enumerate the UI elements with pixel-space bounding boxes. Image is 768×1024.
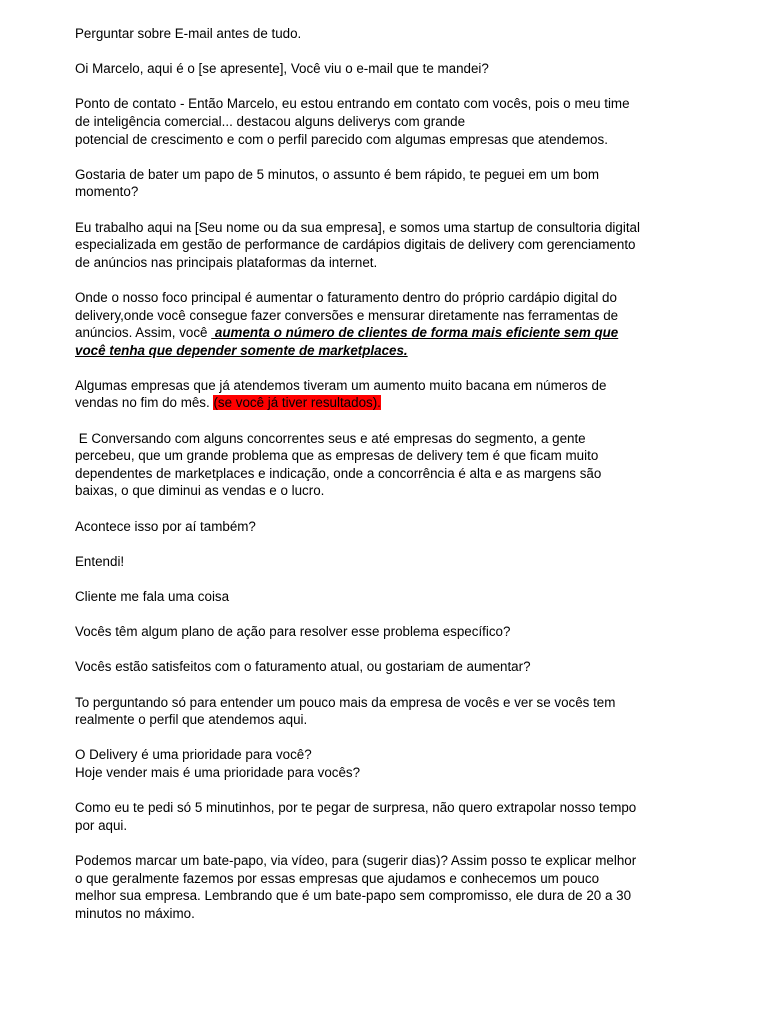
text-line: Perguntar sobre E-mail antes de tudo. bbox=[75, 26, 302, 41]
text-line: de anúncios nas principais plataformas da internet. bbox=[75, 254, 378, 270]
text-line: E Conversando com alguns concorrentes seus e até empresas do segmento, a gente bbox=[75, 430, 586, 446]
paragraph-main-focus bbox=[75, 289, 685, 359]
text-line: Como eu te pedi só 5 minutinhos, por te pegar de surpresa, não quero extrapolar nosso tempo bbox=[75, 800, 637, 816]
text-line: To perguntando só para entender um pouco mais da empresa de vocês e ver se vocês tem bbox=[75, 694, 616, 710]
text-line: minutos no máximo. bbox=[75, 905, 195, 921]
text-line: baixas, o que diminui as vendas e o lucro. bbox=[75, 483, 325, 499]
text-line: Onde o nosso foco principal é aumentar o faturamento dentro do próprio cardápio digital do bbox=[75, 289, 617, 305]
text-line: Vocês estão satisfeitos com o faturamento atual, ou gostariam de aumentar? bbox=[75, 659, 531, 675]
text-segment: vendas no fim do mês. bbox=[75, 395, 214, 411]
text-line: momento? bbox=[75, 184, 139, 200]
paragraph-profile-check bbox=[75, 694, 685, 729]
text-line: Podemos marcar um bate-papo, via vídeo, para (sugerir dias)? Assim posso te explicar melhor bbox=[75, 852, 637, 868]
paragraph-problem bbox=[75, 430, 685, 500]
paragraph-client-tell bbox=[75, 588, 685, 606]
paragraph-chat-request bbox=[75, 166, 685, 201]
text-line: Hoje vender mais é uma prioridade para vocês? bbox=[75, 764, 361, 780]
text-line: percebeu, que um grande problema que as empresas de delivery tem é que ficam muito bbox=[75, 448, 599, 464]
text-line: Gostaria de bater um papo de 5 minutos, o assunto é bem rápido, te peguei em um bom bbox=[75, 166, 600, 182]
text-line: Acontece isso por aí também? bbox=[75, 518, 256, 534]
highlighted-text: (se você já tiver resultados). bbox=[213, 395, 381, 411]
paragraph-time-respect bbox=[75, 799, 685, 834]
emphasized-text: você tenha que depender somente de marketplaces. bbox=[75, 342, 408, 358]
text-line: O Delivery é uma prioridade para você? bbox=[75, 747, 312, 763]
paragraph-satisfaction bbox=[75, 658, 685, 676]
paragraph-action-plan bbox=[75, 623, 685, 641]
text-line: Oi Marcelo, aqui é o [se apresente], Você viu o e-mail que te mandei? bbox=[75, 61, 489, 77]
document-page bbox=[75, 25, 685, 940]
text-segment: anúncios. Assim, você bbox=[75, 325, 212, 341]
text-line: potencial de crescimento e com o perfil parecido com algumas empresas que atendemos. bbox=[75, 131, 608, 147]
text-line: especializada em gestão de performance de cardápios digitais de delivery com gerenciamento bbox=[75, 237, 636, 253]
text-line: por aqui. bbox=[75, 817, 128, 833]
paragraph-priority bbox=[75, 746, 685, 781]
text-line: realmente o perfil que atendemos aqui. bbox=[75, 712, 308, 728]
text-line: Eu trabalho aqui na [Seu nome ou da sua empresa], e somos uma startup de consultoria digital bbox=[75, 219, 640, 235]
text-line: dependentes de marketplaces e indicação, onde a concorrência é alta e as margens são bbox=[75, 465, 602, 481]
paragraph-intro-note bbox=[75, 25, 685, 43]
paragraph-contact-point bbox=[75, 95, 685, 148]
text-line: o que geralmente fazemos por essas empresas que ajudamos e conhecemos um pouco bbox=[75, 870, 600, 886]
text-line: melhor sua empresa. Lembrando que é um bate-papo sem compromisso, ele dura de 20 a 30 bbox=[75, 888, 632, 904]
paragraph-question-happens bbox=[75, 518, 685, 536]
paragraph-greeting bbox=[75, 60, 685, 78]
text-line bbox=[75, 324, 685, 342]
emphasized-text: aumenta o número de clientes de forma mais eficiente sem que bbox=[211, 325, 619, 341]
text-line bbox=[75, 342, 685, 360]
text-line bbox=[75, 394, 685, 412]
paragraph-results bbox=[75, 377, 685, 412]
text-line: delivery,onde você consegue fazer conversões e mensurar diretamente nas ferramentas de bbox=[75, 307, 619, 323]
paragraph-company-intro bbox=[75, 219, 685, 272]
text-line: Entendi! bbox=[75, 553, 125, 569]
text-line: Ponto de contato - Então Marcelo, eu estou entrando em contato com vocês, pois o meu time bbox=[75, 96, 630, 112]
text-line: Vocês têm algum plano de ação para resolver esse problema específico? bbox=[75, 624, 511, 640]
text-line: Cliente me fala uma coisa bbox=[75, 589, 230, 604]
text-line: de inteligência comercial... destacou alguns deliverys com grande bbox=[75, 113, 466, 129]
text-line: Algumas empresas que já atendemos tiveram um aumento muito bacana em números de bbox=[75, 377, 607, 393]
paragraph-understood bbox=[75, 553, 685, 571]
paragraph-schedule-call bbox=[75, 852, 685, 922]
